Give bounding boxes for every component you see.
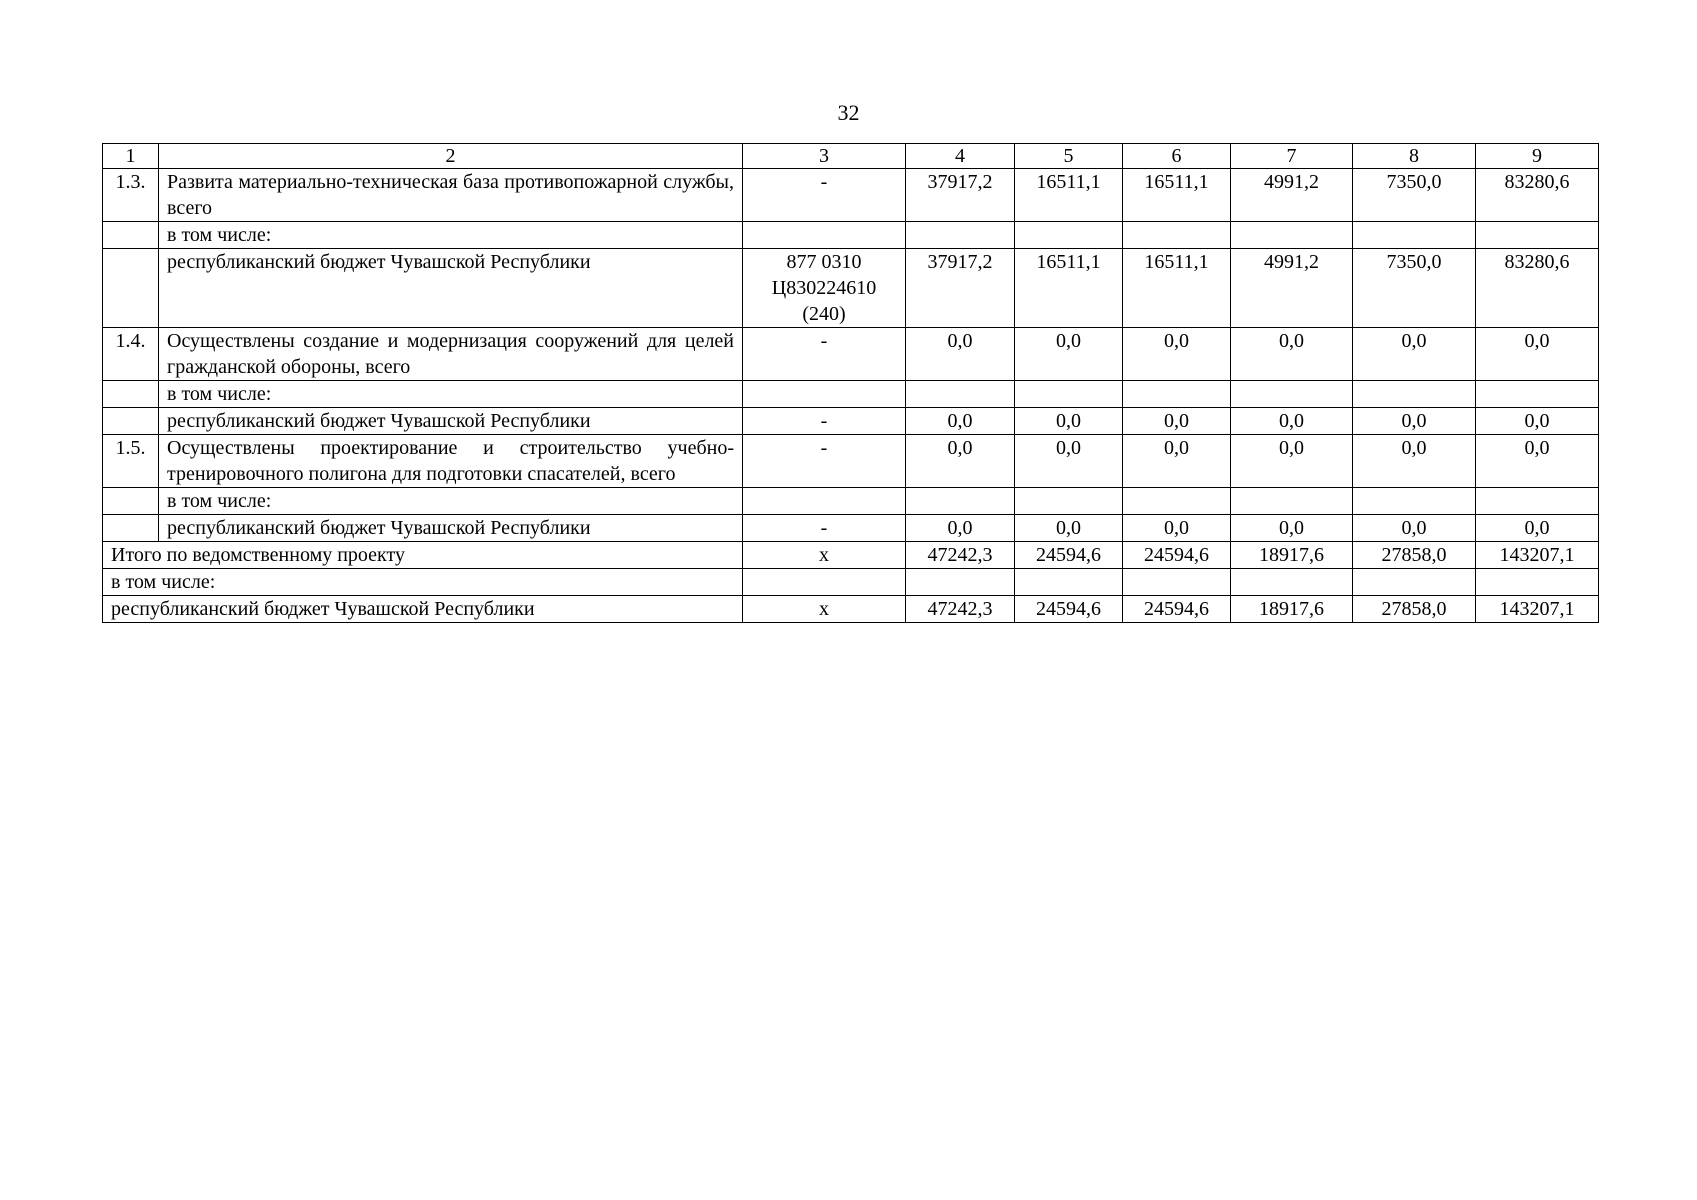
sub-label-row: [103, 488, 1599, 515]
budget-code-line: 877 0310: [786, 251, 862, 273]
section-number: 1.3.: [103, 169, 159, 222]
empty-cell: [743, 569, 906, 596]
empty-cell: [1015, 488, 1123, 515]
header-cell: 5: [1015, 144, 1123, 169]
budget-value: 0,0: [1123, 515, 1231, 542]
empty-cell: [1015, 381, 1123, 408]
total-value: 47242,3: [906, 542, 1015, 569]
sub-label-row: [103, 222, 1599, 249]
empty-cell: [1231, 569, 1353, 596]
section-value: 0,0: [1123, 435, 1231, 488]
budget-row: [103, 408, 1599, 435]
empty-cell: [743, 222, 906, 249]
header-cell: 6: [1123, 144, 1231, 169]
budget-value: 0,0: [906, 408, 1015, 435]
budget-code: [743, 515, 906, 542]
total-budget-row: [103, 596, 1599, 623]
total-budget-code: x: [743, 596, 906, 623]
total-budget-value: 47242,3: [906, 596, 1015, 623]
empty-cell: [906, 222, 1015, 249]
empty-cell: [1476, 488, 1599, 515]
section-value: 0,0: [1476, 435, 1599, 488]
total-value: 24594,6: [1123, 542, 1231, 569]
empty-cell: [103, 381, 159, 408]
total-budget-label: республиканский бюджет Чувашской Республики: [103, 596, 743, 623]
section-number: 1.4.: [103, 328, 159, 381]
budget-value: 4991,2: [1231, 249, 1353, 328]
budget-code-line: (240): [802, 303, 846, 325]
empty-cell: [103, 515, 159, 542]
header-cell: 2: [159, 144, 743, 169]
budget-value: 0,0: [1476, 408, 1599, 435]
empty-cell: [103, 249, 159, 328]
total-row: [103, 542, 1599, 569]
table-header-row: [103, 144, 1599, 169]
sub-label-row: [103, 381, 1599, 408]
empty-cell: [103, 488, 159, 515]
total-budget-value: 143207,1: [1476, 596, 1599, 623]
section-value: 0,0: [1231, 328, 1353, 381]
section-value: 16511,1: [1015, 169, 1123, 222]
total-value: 27858,0: [1353, 542, 1476, 569]
empty-cell: [1353, 569, 1476, 596]
budget-code-line: -: [820, 517, 828, 539]
empty-cell: [1231, 488, 1353, 515]
section-value: 0,0: [906, 328, 1015, 381]
budget-value: 0,0: [1231, 408, 1353, 435]
budget-code: [743, 249, 906, 328]
total-budget-value: 18917,6: [1231, 596, 1353, 623]
section-value: 0,0: [1353, 328, 1476, 381]
budget-code-line: -: [820, 410, 828, 432]
section-value: 0,0: [1353, 435, 1476, 488]
empty-cell: [1123, 569, 1231, 596]
section-value: 37917,2: [906, 169, 1015, 222]
section-row: [103, 169, 1599, 222]
empty-cell: [1231, 222, 1353, 249]
total-budget-value: 27858,0: [1353, 596, 1476, 623]
empty-cell: [103, 408, 159, 435]
empty-cell: [103, 222, 159, 249]
section-value: 0,0: [1123, 328, 1231, 381]
section-row: [103, 328, 1599, 381]
section-number: 1.5.: [103, 435, 159, 488]
budget-value: 0,0: [906, 515, 1015, 542]
sub-label: в том числе:: [159, 381, 743, 408]
section-code: -: [743, 169, 906, 222]
total-value: 24594,6: [1015, 542, 1123, 569]
empty-cell: [1123, 488, 1231, 515]
empty-cell: [906, 488, 1015, 515]
budget-code-line: Ц830224610: [771, 277, 877, 299]
sub-label: в том числе:: [159, 222, 743, 249]
section-value: 0,0: [1231, 435, 1353, 488]
total-sub-label: в том числе:: [103, 569, 743, 596]
budget-value: 0,0: [1231, 515, 1353, 542]
budget-value: 83280,6: [1476, 249, 1599, 328]
budget-value: 0,0: [1353, 515, 1476, 542]
budget-table: [102, 143, 1599, 623]
header-cell: 7: [1231, 144, 1353, 169]
header-cell: 9: [1476, 144, 1599, 169]
header-cell: 3: [743, 144, 906, 169]
empty-cell: [1476, 381, 1599, 408]
section-title: Осуществлены проектирование и строительство учебно-тренировочного полигона для подготовки спасателей, всего: [159, 435, 743, 488]
budget-label: республиканский бюджет Чувашской Республики: [159, 249, 743, 328]
empty-cell: [743, 488, 906, 515]
budget-value: 0,0: [1353, 408, 1476, 435]
budget-value: 0,0: [1476, 515, 1599, 542]
budget-value: 7350,0: [1353, 249, 1476, 328]
empty-cell: [1015, 569, 1123, 596]
section-value: 0,0: [1015, 435, 1123, 488]
empty-cell: [1353, 222, 1476, 249]
section-value: 0,0: [1015, 328, 1123, 381]
budget-value: 0,0: [1123, 408, 1231, 435]
total-code: x: [743, 542, 906, 569]
section-value: 0,0: [1476, 328, 1599, 381]
section-value: 0,0: [906, 435, 1015, 488]
budget-code: [743, 408, 906, 435]
section-value: 4991,2: [1231, 169, 1353, 222]
empty-cell: [1353, 381, 1476, 408]
budget-value: 0,0: [1015, 408, 1123, 435]
empty-cell: [1353, 488, 1476, 515]
page-number: 32: [837, 100, 860, 125]
empty-cell: [1476, 222, 1599, 249]
budget-label: республиканский бюджет Чувашской Республики: [159, 515, 743, 542]
section-row: [103, 435, 1599, 488]
total-budget-value: 24594,6: [1015, 596, 1123, 623]
budget-row: [103, 249, 1599, 328]
empty-cell: [1231, 381, 1353, 408]
empty-cell: [1476, 569, 1599, 596]
budget-value: 16511,1: [1123, 249, 1231, 328]
section-code: -: [743, 328, 906, 381]
section-value: 83280,6: [1476, 169, 1599, 222]
budget-value: 0,0: [1015, 515, 1123, 542]
total-value: 18917,6: [1231, 542, 1353, 569]
budget-row: [103, 515, 1599, 542]
section-title: Осуществлены создание и модернизация сооружений для целей гражданской обороны, всего: [159, 328, 743, 381]
section-code: -: [743, 435, 906, 488]
total-sub-label-row: [103, 569, 1599, 596]
empty-cell: [1015, 222, 1123, 249]
header-cell: 8: [1353, 144, 1476, 169]
empty-cell: [1123, 222, 1231, 249]
section-title: Развита материально-техническая база противопожарной службы, всего: [159, 169, 743, 222]
total-budget-value: 24594,6: [1123, 596, 1231, 623]
section-value: 7350,0: [1353, 169, 1476, 222]
total-value: 143207,1: [1476, 542, 1599, 569]
budget-value: 37917,2: [906, 249, 1015, 328]
budget-value: 16511,1: [1015, 249, 1123, 328]
total-label: Итого по ведомственному проекту: [103, 542, 743, 569]
header-cell: 1: [103, 144, 159, 169]
sub-label: в том числе:: [159, 488, 743, 515]
empty-cell: [906, 381, 1015, 408]
empty-cell: [1123, 381, 1231, 408]
empty-cell: [743, 381, 906, 408]
section-value: 16511,1: [1123, 169, 1231, 222]
header-cell: 4: [906, 144, 1015, 169]
empty-cell: [906, 569, 1015, 596]
budget-label: республиканский бюджет Чувашской Республики: [159, 408, 743, 435]
